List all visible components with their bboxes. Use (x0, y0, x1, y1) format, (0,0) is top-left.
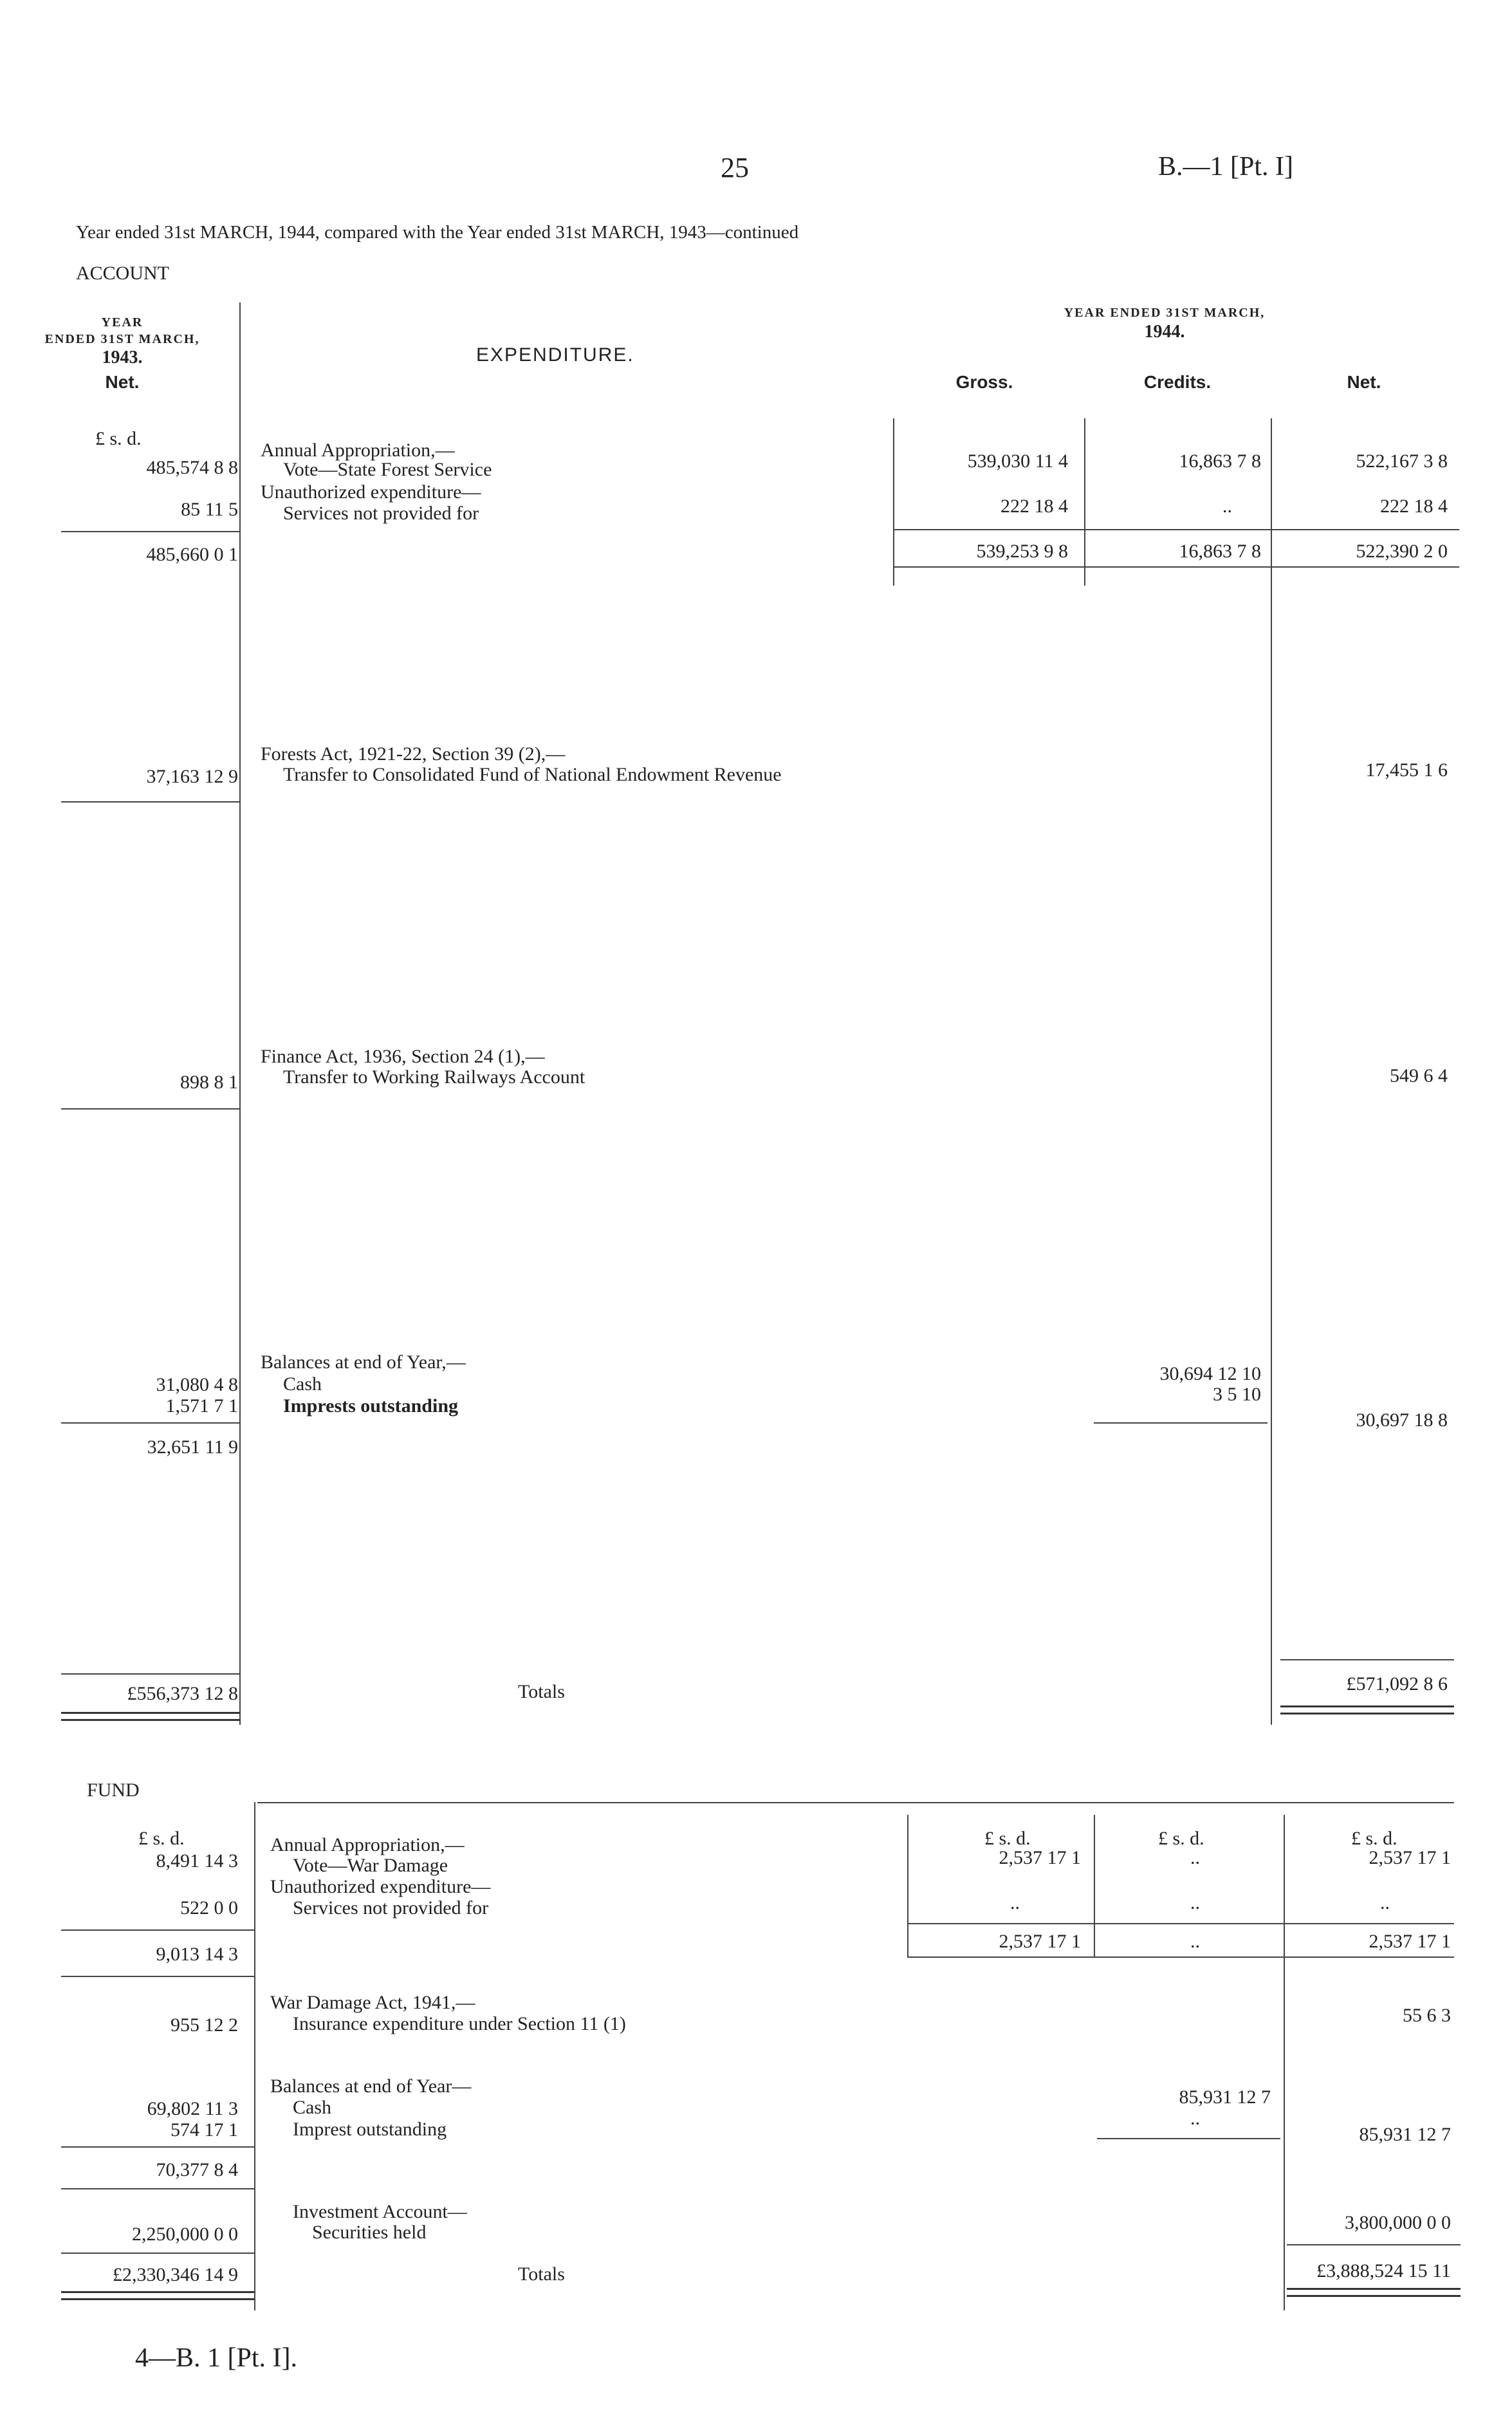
f1-net-1: 2,537 17 1 (1369, 1847, 1451, 1868)
a2-line-1: Transfer to Consolidated Fund of National Endowment Revenue (283, 764, 782, 785)
f1-credits-2: .. (1190, 1892, 1200, 1913)
a1-line-2: Unauthorized expenditure— (261, 481, 481, 503)
f1-credits-total: .. (1190, 1931, 1200, 1952)
a4-credits-1: 30,694 12 10 (1159, 1363, 1261, 1384)
f3-line-2: Imprest outstanding (293, 2119, 447, 2140)
account-totals-prev: £556,373 12 8 (127, 1683, 238, 1704)
f1-line-3: Services not provided for (293, 1897, 489, 1919)
prev-year-header-l1: YEAR (101, 315, 143, 330)
credits-lsd-label: £ s. d. (1158, 1828, 1204, 1849)
a4-line-2: Imprests outstanding (283, 1395, 459, 1417)
fund-totals-label: Totals (518, 2263, 565, 2285)
f1-prev-1: 8,491 14 3 (156, 1850, 238, 1872)
f1-line-2: Unauthorized expenditure— (270, 1876, 491, 1897)
f2-net: 55 6 3 (1403, 2005, 1451, 2026)
a1-net-2: 222 18 4 (1380, 496, 1448, 517)
account-totals-net: £571,092 8 6 (1346, 1673, 1448, 1695)
a4-heading: Balances at end of Year,— (261, 1352, 466, 1373)
a3-heading: Finance Act, 1936, Section 24 (1),— (261, 1046, 545, 1067)
a1-net-1: 522,167 3 8 (1356, 451, 1448, 472)
a4-prev-1: 31,080 4 8 (156, 1374, 238, 1395)
lsd-label: £ s. d. (95, 428, 142, 449)
f3-net: 85,931 12 7 (1359, 2124, 1451, 2145)
a1-credits-total: 16,863 7 8 (1179, 541, 1261, 562)
section-title-fund: FUND (87, 1779, 140, 1801)
a1-gross-2: 222 18 4 (1000, 496, 1068, 517)
net-header: Net. (1347, 372, 1381, 392)
prev-year-header-l2: ENDED 31ST MARCH, (44, 332, 200, 346)
a2-net: 17,455 1 6 (1365, 759, 1448, 781)
a2-heading: Forests Act, 1921-22, Section 39 (2),— (261, 743, 566, 765)
f4-prev: 2,250,000 0 0 (132, 2224, 238, 2245)
a1-credits-2: .. (1222, 496, 1232, 517)
f1-net-2: .. (1380, 1892, 1390, 1913)
a3-prev: 898 8 1 (180, 1072, 238, 1093)
f1-prev-total: 9,013 14 3 (156, 1944, 238, 1965)
f2-prev: 955 12 2 (171, 2014, 238, 2036)
a1-line-1: Vote—State Forest Service (283, 459, 492, 480)
a1-gross-total: 539,253 9 8 (976, 541, 1068, 562)
f1-gross-2: .. (1010, 1892, 1020, 1913)
f1-line-1: Vote—War Damage (293, 1855, 448, 1876)
fund-totals-prev: £2,330,346 14 9 (113, 2264, 238, 2285)
f3-prev-2: 574 17 1 (171, 2119, 238, 2141)
a1-prev-1: 485,574 8 8 (146, 457, 238, 478)
gross-lsd-label: £ s. d. (984, 1828, 1031, 1849)
f3-prev-1: 69,802 11 3 (147, 2098, 238, 2119)
expenditure-header: EXPENDITURE. (476, 344, 634, 366)
a4-prev-2: 1,571 7 1 (165, 1395, 238, 1417)
f1-prev-2: 522 0 0 (180, 1897, 238, 1919)
a1-gross-1: 539,030 11 4 (967, 451, 1068, 472)
a1-net-total: 522,390 2 0 (1356, 541, 1448, 562)
page-footer: 4—B. 1 [Pt. I]. (135, 2343, 297, 2373)
f4-line-1: Securities held (312, 2222, 427, 2243)
a4-credits-2: 3 5 10 (1213, 1384, 1261, 1405)
cur-year-header-l1: YEAR ENDED 31ST MARCH, (1064, 306, 1266, 320)
f3-prev-total: 70,377 8 4 (156, 2159, 238, 2180)
a4-prev-total: 32,651 11 9 (147, 1436, 238, 1458)
f1-heading: Annual Appropriation,— (270, 1834, 465, 1855)
a1-prev-2: 85 11 5 (181, 499, 238, 520)
prev-year-header-l3: 1943. (102, 348, 143, 367)
a1-credits-1: 16,863 7 8 (1179, 451, 1261, 472)
net-lsd-label: £ s. d. (1351, 1828, 1397, 1849)
a3-net: 549 6 4 (1390, 1065, 1448, 1086)
section-title-account: ACCOUNT (76, 263, 170, 284)
a2-prev: 37,163 12 9 (146, 766, 238, 787)
f3-credits-1: 85,931 12 7 (1179, 2086, 1271, 2108)
gross-header: Gross. (955, 372, 1013, 392)
page-number: 25 (721, 152, 749, 183)
f1-gross-total: 2,537 17 1 (999, 1931, 1081, 1952)
a1-line-3: Services not provided for (283, 503, 479, 524)
f1-gross-1: 2,537 17 1 (999, 1847, 1081, 1868)
prev-year-header-l4: Net. (105, 372, 140, 392)
page-subtitle: Year ended 31st MARCH, 1944, compared with the Year ended 31st MARCH, 1943—continued (76, 222, 799, 243)
a3-line-1: Transfer to Working Railways Account (283, 1066, 585, 1088)
account-totals-label: Totals (518, 1681, 565, 1702)
a1-heading: Annual Appropriation,— (261, 440, 455, 461)
cur-year-header-l2: 1944. (1144, 322, 1185, 342)
fund-lsd-label: £ s. d. (138, 1828, 185, 1849)
f4-heading: Investment Account— (293, 2201, 467, 2222)
f2-heading: War Damage Act, 1941,— (270, 1992, 475, 2013)
f3-credits-2: .. (1190, 2108, 1200, 2129)
a1-prev-total: 485,660 0 1 (146, 544, 238, 565)
f4-net: 3,800,000 0 0 (1345, 2212, 1451, 2233)
f1-credits-1: .. (1190, 1847, 1200, 1868)
a4-line-1: Cash (283, 1373, 322, 1395)
f3-line-1: Cash (293, 2097, 331, 2118)
f1-net-total: 2,537 17 1 (1369, 1931, 1451, 1952)
fund-totals-net: £3,888,524 15 11 (1316, 2260, 1451, 2281)
a4-net: 30,697 18 8 (1356, 1409, 1448, 1431)
document-reference: B.—1 [Pt. I] (1158, 152, 1293, 181)
credits-header: Credits. (1143, 372, 1212, 392)
f2-line-1: Insurance expenditure under Section 11 (1) (293, 2013, 626, 2034)
f3-heading: Balances at end of Year— (270, 2076, 472, 2097)
